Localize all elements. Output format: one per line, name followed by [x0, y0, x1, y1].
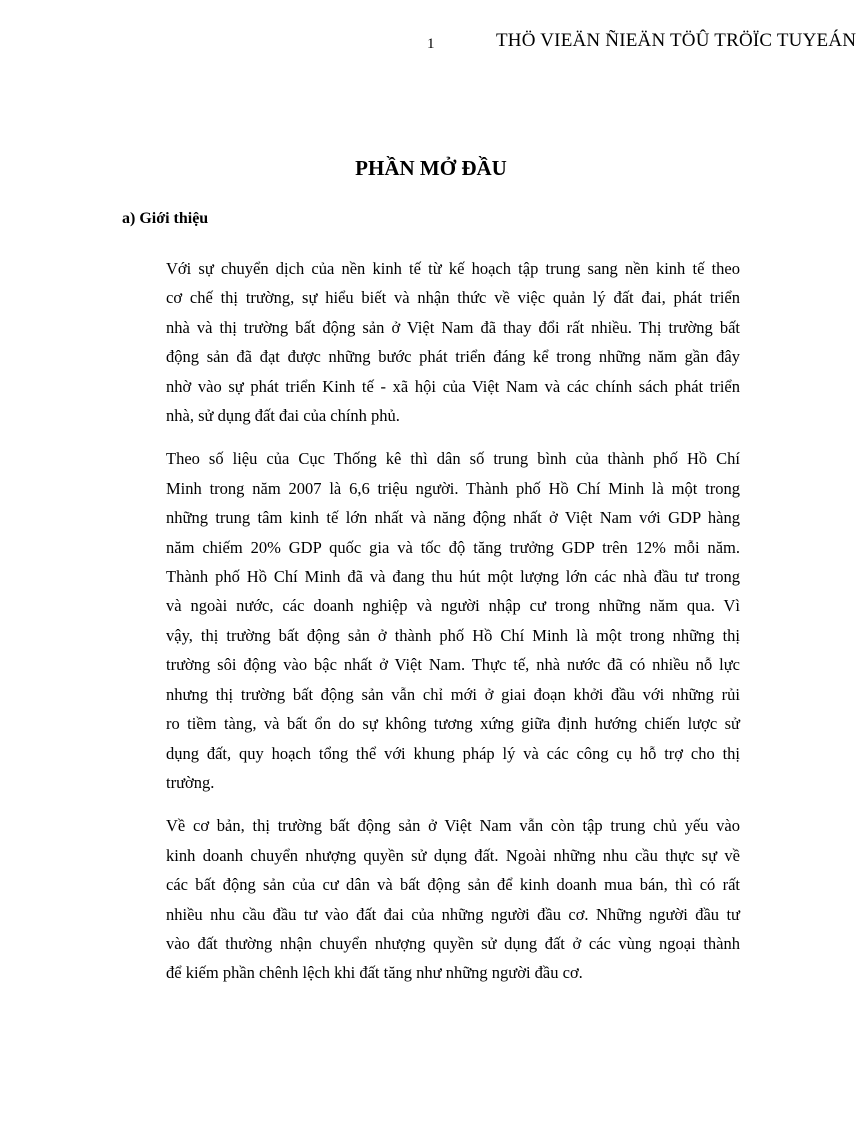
text-line: Về cơ bản, thị trường bất động sản ở Việt Nam vẫn còn tập trung chủ yếu vào [166, 816, 740, 836]
text-line: nhờ vào sự phát triển Kinh tế - xã hội của Việt Nam và các chính sách phát triển [166, 376, 740, 396]
text-line: dụng đất, quy hoạch tổng thể với khung pháp lý và các công cụ hỗ trợ cho thị [166, 743, 740, 763]
text-line: và ngoài nước, các doanh nghiệp và người nhập cư trong những năm qua. Vì [166, 596, 740, 616]
text-line: ro tiềm tàng, và bất ổn do sự không tương xứng giữa định hướng chiến lược sử [166, 714, 740, 734]
text-line: nhưng thị trường bất động sản vẫn chỉ mới ở giai đoạn khởi đầu với những rủi [166, 684, 740, 704]
text-line: vào đất thường nhận chuyển nhượng quyền sử dụng đất ở các vùng ngoại thành [166, 933, 740, 953]
text-line: các bất động sản của cư dân và bất động sản để kinh doanh mua bán, thì có rất [166, 875, 740, 895]
text-line: nhiều nhu cầu đầu tư vào đất đai của những người đầu cơ. Những người đầu tư [166, 904, 740, 924]
text-line: vậy, thị trường bất động sản ở thành phố Hồ Chí Minh là một trong những thị [166, 625, 740, 645]
text-line: những trung tâm kinh tế lớn nhất và năng động nhất ở Việt Nam với GDP hàng [166, 508, 740, 528]
text-line: kinh doanh chuyển nhượng quyền sử dụng đất. Ngoài những nhu cầu thực sự về [166, 845, 740, 865]
text-line: cơ chế thị trường, sự hiểu biết và nhận thức về việc quản lý đất đai, phát triển [166, 288, 740, 308]
text-line: để kiếm phần chênh lệch khi đất tăng như những người đầu cơ. [166, 963, 583, 983]
paragraph-3 [166, 811, 740, 987]
text-line: Thành phố Hồ Chí Minh đã và đang thu hút một lượng lớn các nhà đầu tư trong [166, 567, 740, 587]
document-title: PHẦN MỞ ĐẦU [355, 156, 507, 180]
header-title: THÖ VIEÄN ÑIEÄN TÖÛ TRÖÏC TUYEÁN [496, 30, 856, 51]
paragraph-1 [166, 254, 740, 430]
text-line: động sản đã đạt được những bước phát triển đáng kể trong những năm gần đây [166, 347, 740, 367]
section-heading: a) Giới thiệu [122, 210, 209, 227]
body-text [166, 254, 740, 1002]
text-line: năm chiếm 20% GDP quốc gia và tốc độ tăng trưởng GDP trên 12% mỗi năm. [166, 537, 740, 557]
text-line: nhà, sử dụng đất đai của chính phủ. [166, 406, 400, 426]
text-line: Minh trong năm 2007 là 6,6 triệu người. Thành phố Hồ Chí Minh là một trong [166, 478, 740, 498]
text-line: trường. [166, 772, 215, 792]
text-line: Với sự chuyển dịch của nền kinh tế từ kế hoạch tập trung sang nền kinh tế theo [166, 259, 740, 278]
text-line: nhà và thị trường bất động sản ở Việt Nam đã thay đổi rất nhiều. Thị trường bất [166, 317, 740, 337]
paragraph-2 [166, 444, 740, 797]
page-number: 1 [427, 36, 435, 52]
text-line: Theo số liệu của Cục Thống kê thì dân số trung bình của thành phố Hồ Chí [166, 449, 740, 469]
text-line: trường sôi động vào bậc nhất ở Việt Nam. Thực tế, nhà nước đã có nhiều nỗ lực [166, 655, 740, 675]
